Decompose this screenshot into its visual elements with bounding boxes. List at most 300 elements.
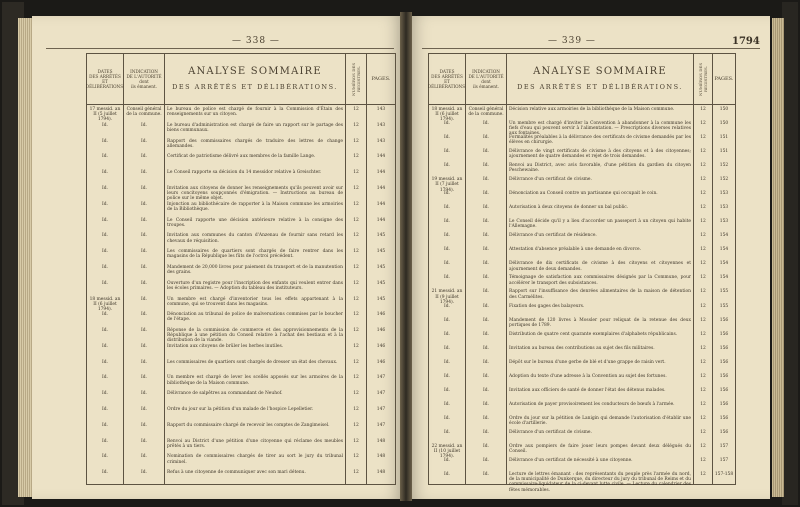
row-analysis: Décision relative aux armoiries de la bibliothèque de la Maison commune.	[509, 107, 675, 112]
row-analysis: Ouverture d'un registre pour l'inscription des enfants qui veulent entrer dans les écoles primaires. — Adoption du tableau des instituteurs.	[167, 280, 343, 291]
table-row	[429, 332, 735, 345]
table-row	[429, 219, 735, 232]
header-dates	[429, 54, 465, 104]
row-date: Id.	[102, 233, 108, 239]
row-register-number: 12	[353, 470, 359, 476]
row-page: 146	[376, 312, 386, 318]
table-row	[87, 423, 395, 438]
row-register-number: 12	[353, 454, 359, 460]
table-row	[87, 170, 395, 185]
row-date: Id.	[102, 217, 108, 223]
row-date: Id.	[102, 201, 108, 207]
row-register-number: 12	[700, 401, 706, 407]
row-date: Id.	[444, 163, 450, 169]
table-row	[429, 275, 735, 288]
row-date: Id.	[102, 470, 108, 476]
row-analysis: Nomination de commissaires chargés de tirer au sort le jury du tribunal criminel.	[167, 454, 343, 465]
row-register-number: 12	[700, 177, 706, 183]
row-register-number: 12	[700, 121, 706, 127]
row-page: 153	[719, 205, 729, 211]
row-page: 156	[719, 401, 729, 407]
row-register-number: 12	[700, 275, 706, 281]
row-analysis: Adoption du texte d'une adresse à la Convention au sujet des fortunes.	[509, 373, 667, 379]
table-row	[429, 163, 735, 176]
row-page: 147	[376, 422, 386, 428]
row-date: Id.	[102, 280, 108, 286]
row-analysis: Distribution de quatre cent quarante exemplaires d'alphabets républicains.	[509, 331, 678, 337]
row-authority: Id.	[141, 280, 147, 286]
row-register-number: 12	[353, 296, 359, 302]
row-page: 155	[719, 303, 729, 309]
row-page: 156	[719, 387, 729, 393]
row-register-number: 12	[700, 373, 706, 379]
row-date: Id.	[102, 185, 108, 191]
row-authority: Id.	[141, 422, 147, 428]
row-authority: Id.	[483, 191, 489, 197]
row-page: 150	[719, 107, 729, 112]
row-analysis: Délivrance de salpêtres au commandant de Neuhof.	[167, 391, 283, 397]
row-analysis: Mandement de 20,000 livres pour paiement du transport et de la manutention des grains.	[167, 264, 343, 276]
table-header	[87, 54, 395, 105]
table-row	[429, 121, 735, 137]
table-row	[429, 430, 735, 443]
row-authority: Id.	[141, 249, 147, 255]
row-date: Id.	[102, 154, 108, 160]
row-register-number: 12	[700, 289, 706, 295]
row-analysis: Formalités préalables à la délivrance des certificats de civisme demandés par les élèves en chirurgie.	[509, 135, 691, 146]
row-register-number: 12	[700, 247, 706, 253]
row-authority: Id.	[141, 375, 147, 381]
row-date: 17 messid. an II (5 juillet 1794).	[89, 107, 121, 123]
row-page: 157	[719, 443, 729, 449]
row-page: 153	[719, 219, 729, 225]
row-register-number: 12	[700, 387, 706, 393]
table-row	[429, 261, 735, 274]
row-page: 153	[719, 191, 729, 197]
row-register-number: 12	[353, 154, 359, 160]
row-authority: Id.	[141, 343, 147, 349]
row-date: Id.	[444, 345, 450, 351]
row-register-number: 12	[353, 280, 359, 286]
row-register-number: 12	[353, 185, 359, 191]
row-date: Id.	[102, 359, 108, 365]
row-date: 22 messid. an II (10 juillet 1794).	[431, 443, 463, 460]
row-authority: Id.	[483, 233, 489, 239]
header-dates-line: ET	[102, 79, 108, 84]
header-dates-line: DATES	[439, 69, 455, 74]
row-analysis: Invitation aux officiers de santé de donner l'état des détenus malades.	[509, 387, 666, 393]
table-row	[429, 191, 735, 204]
row-authority: Id.	[141, 122, 147, 128]
row-analysis: Les commissaires de quartiers sont chargés de dresser un état des chevaux.	[167, 359, 338, 365]
row-page: 143	[376, 138, 386, 144]
row-authority: Id.	[483, 275, 489, 281]
row-authority: Id.	[141, 438, 147, 444]
row-analysis: Injonction au bibliothécaire de rapporter à la Maison commune les armoiries de la Bibliothèque.	[167, 201, 343, 212]
row-authority: Id.	[141, 296, 147, 302]
header-register-number	[346, 54, 366, 104]
row-date: 18 messid. an II (6 juillet 1794).	[89, 296, 121, 312]
header-authority-line: DE L'AUTORITÉ	[468, 74, 504, 79]
row-register-number: 12	[353, 217, 359, 223]
row-date: Id.	[102, 407, 108, 413]
header-dates-line: DATES	[97, 69, 113, 74]
row-page: 144	[376, 170, 386, 176]
row-analysis: Invitation aux communes du canton d'Anzenau de fournir sans retard les chevaux de réquisition.	[167, 233, 343, 244]
row-analysis: Ordre aux pompiers de faire jouer leurs pompes devant deux délégués du Conseil.	[509, 443, 691, 455]
row-date: Id.	[444, 457, 450, 463]
row-analysis: Délivrance d'un certificat de civisme.	[509, 429, 592, 435]
row-register-number: 12	[353, 107, 359, 112]
row-date: Id.	[444, 317, 450, 323]
row-register-number: 12	[700, 163, 706, 169]
row-authority: Id.	[483, 471, 489, 477]
row-page: 154	[719, 247, 729, 253]
row-analysis: Le Conseil rapporte sa décision du 14 messidor relative à Greischter.	[167, 170, 322, 176]
row-register-number: 12	[353, 343, 359, 349]
row-date: Id.	[444, 205, 450, 211]
header-authority-line: INDICATION	[472, 69, 500, 74]
row-date: Id.	[444, 373, 450, 379]
row-date: Id.	[444, 191, 450, 197]
right-cover	[782, 2, 798, 505]
row-register-number: 12	[353, 264, 359, 270]
row-date: Id.	[444, 233, 450, 239]
table-row	[429, 233, 735, 246]
row-date: Id.	[444, 401, 450, 407]
row-date: Id.	[444, 219, 450, 225]
table-row	[429, 416, 735, 429]
row-date: Id.	[102, 343, 108, 349]
row-authority: Id.	[141, 217, 147, 223]
row-analysis: Renvoi au District, avec avis favorable, d'une pétition du gardien du citoyen Peschewaine.	[509, 163, 691, 174]
row-analysis: Fixation des gages des balayeurs.	[509, 303, 585, 309]
row-authority: Id.	[141, 312, 147, 318]
header-authority-line: dont	[139, 79, 149, 84]
row-page: 156	[719, 331, 729, 337]
row-authority: Id.	[483, 317, 489, 323]
row-page: 154	[719, 233, 729, 239]
row-date: Id.	[102, 312, 108, 318]
page-year: 1794	[732, 36, 760, 47]
row-authority: Id.	[483, 261, 489, 267]
row-register-number: 12	[700, 149, 706, 155]
row-page: 155	[719, 289, 729, 295]
table-row	[429, 135, 735, 148]
header-dates-line: ET	[444, 79, 450, 84]
row-authority: Id.	[483, 359, 489, 365]
row-date: 21 messid. an II (9 juillet 1794).	[431, 289, 463, 305]
row-page: 156	[719, 373, 729, 379]
row-date: Id.	[444, 471, 450, 477]
table-row	[87, 281, 395, 296]
row-date: 18 messid. an II (6 juillet 1794).	[431, 107, 463, 123]
row-date: Id.	[444, 247, 450, 253]
header-analysis-subtitle: DES ARRÊTÉS ET DÉLIBÉRATIONS.	[517, 82, 683, 91]
row-register-number: 12	[700, 331, 706, 337]
header-analysis	[165, 54, 345, 104]
row-page: 151	[719, 149, 729, 155]
row-date: Id.	[444, 275, 450, 281]
table-row	[429, 289, 735, 305]
row-page: 145	[376, 296, 386, 302]
header-pages	[713, 54, 735, 104]
row-analysis: Le Conseil rapporte une décision antérieure relative à la consigne des troupes.	[167, 217, 343, 228]
row-authority: Id.	[141, 407, 147, 413]
row-analysis: Dépôt sur le bureau d'une gerbe de blé et d'une grappe de raisin vert.	[509, 359, 666, 365]
row-register-number: 12	[700, 415, 706, 421]
table-row	[87, 249, 395, 264]
row-date: Id.	[102, 264, 108, 270]
row-page: 156	[719, 429, 729, 435]
book-gutter	[400, 12, 412, 501]
header-register-number-text: NUMÉROS DES REGISTRES.	[351, 62, 361, 96]
table-row	[87, 218, 395, 233]
row-analysis: Ordre du jour sur la pétition de Lanigin qui demande l'autorisation d'établir une école d'artillerie.	[509, 415, 691, 427]
row-date: Id.	[102, 249, 108, 255]
table-row	[87, 297, 395, 312]
row-authority: Id.	[483, 289, 489, 295]
row-register-number: 12	[353, 249, 359, 255]
row-register-number: 12	[700, 471, 706, 477]
table-body	[429, 105, 735, 493]
row-analysis: Témoignage de satisfaction aux commissaires désignés par la Commune, pour accélérer le transport des subsistances.	[509, 275, 691, 286]
table-row	[429, 205, 735, 218]
table-row	[429, 360, 735, 373]
row-authority: Conseil général de la commune.	[468, 107, 504, 118]
table-row	[87, 139, 395, 154]
row-page: 146	[376, 359, 386, 365]
header-authority-line: ils émanent.	[131, 84, 157, 89]
row-authority: Id.	[483, 345, 489, 351]
row-analysis: Un membre est chargé d'inventorier tous les effets appartenant à la commune, qui se trouvent dans les magasins.	[167, 296, 343, 307]
row-register-number: 12	[353, 328, 359, 334]
row-authority: Id.	[483, 331, 489, 337]
header-analysis-subtitle: DES ARRÊTÉS ET DÉLIBÉRATIONS.	[172, 82, 338, 91]
row-authority: Id.	[483, 373, 489, 379]
header-authority-line: INDICATION	[130, 69, 158, 74]
table-row	[87, 312, 395, 327]
row-register-number: 12	[700, 107, 706, 112]
row-authority: Id.	[483, 415, 489, 421]
row-authority: Id.	[141, 264, 147, 270]
header-analysis-title: ANALYSE SOMMAIRE	[188, 65, 322, 77]
row-authority: Conseil général de la commune.	[126, 107, 162, 118]
row-page: 147	[376, 391, 386, 397]
table-row	[87, 107, 395, 122]
header-rule	[46, 48, 394, 49]
row-date: Id.	[444, 387, 450, 393]
row-authority: Id.	[483, 219, 489, 225]
row-analysis: Refus à une citoyenne de communiquer avec son mari détenu.	[167, 470, 306, 476]
table-row	[87, 233, 395, 248]
row-page: 147	[376, 407, 386, 413]
header-dates-line: DES ARRÊTÉS	[89, 74, 121, 79]
row-analysis: Autorisation de payer provisoirement les conducteurs de bœufs à l'armée.	[509, 401, 675, 407]
row-authority: Id.	[483, 429, 489, 435]
row-register-number: 12	[700, 233, 706, 239]
row-register-number: 12	[353, 359, 359, 365]
row-authority: Id.	[483, 135, 489, 141]
table-row	[87, 407, 395, 422]
row-register-number: 12	[700, 191, 706, 197]
row-register-number: 12	[700, 345, 706, 351]
table-row	[429, 388, 735, 401]
row-register-number: 12	[700, 457, 706, 463]
row-page: 148	[376, 438, 386, 444]
table-row	[429, 247, 735, 260]
header-authority	[124, 54, 164, 104]
row-analysis: Invitation aux citoyens de donner les renseignements qu'ils peuvent avoir sur leurs concitoyens soupçonnés d'émigration. — Instructions au bureau de police sur le même objet.	[167, 185, 343, 202]
table-row	[429, 107, 735, 123]
row-date: Id.	[102, 122, 108, 128]
row-authority: Id.	[483, 149, 489, 155]
row-page: 154	[719, 261, 729, 267]
row-register-number: 12	[353, 201, 359, 207]
row-date: Id.	[102, 391, 108, 397]
row-date: Id.	[444, 135, 450, 141]
header-dates-line: DÉLIBÉRATIONS.	[85, 84, 125, 89]
row-analysis: Renvoi au District d'une pétition d'une citoyenne qui réclame des meubles prêtés à un tiers.	[167, 438, 343, 449]
table-row	[429, 346, 735, 359]
row-page: 145	[376, 233, 386, 239]
table-row	[429, 304, 735, 317]
table-row	[429, 458, 735, 471]
table-row	[429, 318, 735, 331]
header-dates-line: DES ARRÊTÉS	[431, 74, 463, 79]
row-date: Id.	[102, 328, 108, 334]
page-number: — 338 —	[232, 36, 280, 46]
right-page	[408, 16, 770, 499]
row-date: Id.	[102, 438, 108, 444]
row-page: 157	[719, 457, 729, 463]
table-row	[429, 471, 735, 493]
row-page: 143	[376, 107, 386, 112]
row-authority: Id.	[141, 170, 147, 176]
row-register-number: 12	[353, 233, 359, 239]
row-page: 144	[376, 217, 386, 223]
row-register-number: 12	[700, 429, 706, 435]
row-page: 146	[376, 328, 386, 334]
header-dates	[87, 54, 123, 104]
row-date: Id.	[444, 303, 450, 309]
table-header	[429, 54, 735, 105]
row-analysis: Rapport des commissaires chargés de traduire des lettres de change allemandes.	[167, 138, 343, 149]
row-analysis: Délivrance de dix certificats de civisme à des citoyens et citoyennes et ajournement de deux demandes.	[509, 261, 691, 272]
row-authority: Id.	[141, 328, 147, 334]
row-analysis: Dénonciation au tribunal de police de malversations commises par le boucher de l'étape.	[167, 312, 343, 323]
row-authority: Id.	[141, 470, 147, 476]
row-page: 152	[719, 177, 729, 183]
row-authority: Id.	[483, 205, 489, 211]
table-row	[87, 328, 395, 343]
row-register-number: 12	[700, 303, 706, 309]
row-register-number: 12	[353, 407, 359, 413]
table-row	[429, 177, 735, 193]
row-authority: Id.	[141, 185, 147, 191]
row-analysis: Ordre du jour sur la pétition d'un malade de l'hospice Lepelletier.	[167, 407, 314, 413]
row-page: 151	[719, 135, 729, 141]
row-date: Id.	[444, 415, 450, 421]
table-row	[87, 360, 395, 375]
header-dates-line: DÉLIBÉRATIONS.	[427, 84, 467, 89]
table-row	[429, 374, 735, 387]
header-authority	[466, 54, 506, 104]
row-register-number: 12	[700, 261, 706, 267]
right-page-edges	[772, 18, 784, 497]
table-body	[87, 105, 395, 484]
row-analysis: Mandement de 120 livres à Mossler pour reliquat de la retenue des deux portiques de 1789.	[509, 317, 691, 328]
header-authority-line: ils émanent.	[473, 84, 499, 89]
row-register-number: 12	[353, 312, 359, 318]
row-register-number: 12	[700, 359, 706, 365]
left-page	[32, 16, 404, 499]
row-analysis: Attestation d'absence préalable à une demande en divorce.	[509, 247, 642, 253]
row-analysis: Les commissaires de quartiers sont chargés de faire rentrer dans les magasins de la République les fûts de l'octroi précédent.	[167, 249, 343, 260]
row-analysis: Le Conseil décide qu'il y a lieu d'accorder un passeport à un citoyen qui habite l'Allemagne.	[509, 219, 691, 230]
header-pages-text: PAGES.	[371, 75, 391, 82]
row-authority: Id.	[141, 454, 147, 460]
row-authority: Id.	[141, 233, 147, 239]
header-register-number-text: NUMÉROS DES REGISTRES.	[698, 62, 708, 96]
row-authority: Id.	[141, 201, 147, 207]
table-row	[87, 344, 395, 359]
row-page: 152	[719, 163, 729, 169]
row-page: 150	[719, 121, 729, 127]
row-analysis: Réponse de la commission de commerce et des approvisionnements de la République à une pétition du Conseil relative à l'achat des bestiaux et à la distribution de la viande.	[167, 328, 343, 344]
row-page: 144	[376, 154, 386, 160]
row-date: Id.	[102, 454, 108, 460]
table-row	[429, 402, 735, 415]
row-register-number: 12	[353, 138, 359, 144]
row-authority: Id.	[483, 163, 489, 169]
row-authority: Id.	[483, 401, 489, 407]
header-authority-line: DE L'AUTORITÉ	[126, 74, 162, 79]
register-table	[86, 53, 396, 485]
row-date: Id.	[444, 331, 450, 337]
header-analysis	[507, 54, 693, 104]
header-rule	[422, 48, 760, 49]
row-analysis: Le bureau de police est chargé de fournir à la Commission d'Étain des renseignements sur un citoyen.	[167, 107, 343, 118]
table-row	[87, 123, 395, 138]
row-authority: Id.	[483, 457, 489, 463]
row-page: 148	[376, 470, 386, 476]
row-date: Id.	[102, 422, 108, 428]
row-page: 157-158	[714, 471, 734, 477]
row-page: 156	[719, 415, 729, 421]
row-page: 156	[719, 359, 729, 365]
table-row	[429, 149, 735, 162]
row-analysis: Invitation aux citoyens de brûler les herbes inutiles.	[167, 343, 284, 349]
table-row	[87, 454, 395, 469]
row-authority: Id.	[483, 443, 489, 449]
row-date: Id.	[444, 429, 450, 435]
row-analysis: Délivrance d'un certificat de nécessité à une citoyenne.	[509, 457, 633, 463]
header-pages-text: PAGES.	[714, 75, 734, 82]
row-register-number: 12	[353, 438, 359, 444]
table-row	[87, 154, 395, 169]
table-row	[87, 202, 395, 217]
row-register-number: 12	[353, 170, 359, 176]
row-page: 147	[376, 375, 386, 381]
row-date: 19 messid. an II (7 juillet 1794).	[431, 177, 463, 193]
row-page: 154	[719, 275, 729, 281]
row-analysis: Certificat de patriotisme délivré aux membres de la famille Lange.	[167, 154, 316, 160]
row-analysis: Un membre est chargé de lever les scellés apposés sur les armoires de la bibliothèque de la Maison commune.	[167, 375, 343, 386]
header-authority-line: dont	[481, 79, 491, 84]
row-register-number: 12	[353, 391, 359, 397]
row-date: Id.	[444, 121, 450, 127]
